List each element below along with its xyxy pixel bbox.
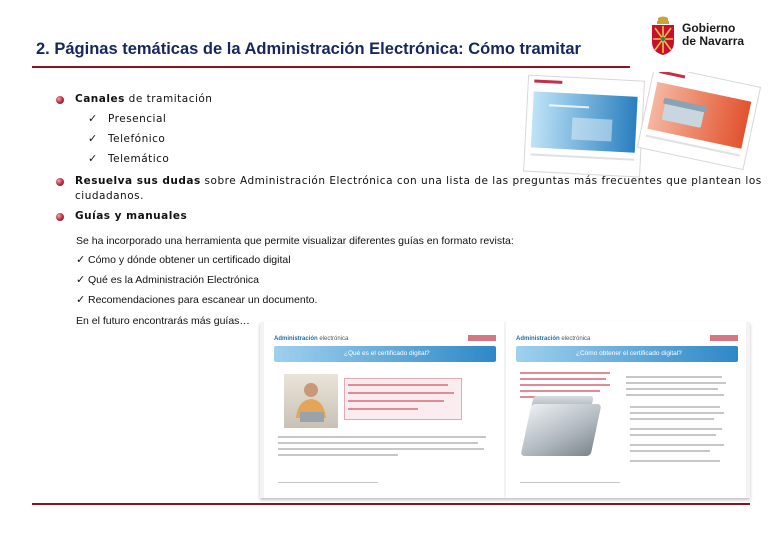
canales-heading: Canales de tramitación — [75, 93, 213, 105]
navarra-mini-logo — [710, 335, 738, 341]
check-icon: ✓ — [76, 293, 86, 306]
magazine-page-title: ¿Cómo obtener el certificado digital? — [576, 350, 682, 357]
person-laptop-photo — [284, 374, 338, 428]
resuelva-text: Resuelva sus dudas sobre Administración Electrónica con una lista de las preguntas más frecuentes que plantean los — [75, 175, 762, 187]
navarra-coat-of-arms-icon — [650, 16, 676, 56]
bullet-icon — [56, 213, 64, 221]
bullet-icon — [56, 178, 64, 186]
navarra-mini-logo — [468, 335, 496, 341]
check-icon: ✓ — [76, 273, 86, 286]
guia-link[interactable]: Cómo y dónde obtener un certificado digital — [88, 254, 291, 266]
check-icon: ✓ — [76, 253, 86, 266]
canales-item: Telefónico — [108, 133, 166, 145]
guias-future: En el futuro encontrarás más guías… — [76, 315, 250, 327]
footer-divider — [32, 503, 750, 505]
tramitacion-illustration — [512, 72, 762, 184]
magazine-preview[interactable] — [260, 322, 750, 498]
guias-intro: Se ha incorporado una herramienta que permite visualizar diferentes guías en formato revista: — [76, 235, 514, 247]
magazine-page-right — [506, 322, 746, 498]
logo-line-1: Gobierno — [682, 21, 736, 35]
gobierno-navarra-logo — [650, 16, 760, 60]
guias-heading: Guías y manuales — [75, 210, 188, 222]
check-icon: ✓ — [88, 152, 98, 165]
check-icon: ✓ — [88, 112, 98, 125]
bullet-icon — [56, 96, 64, 104]
magazine-brand: Administración electrónica — [274, 336, 349, 342]
guia-link[interactable]: Qué es la Administración Electrónica — [88, 274, 259, 286]
magazine-brand: Administración electrónica — [516, 336, 591, 342]
page-title: 2. Páginas temáticas de la Administración Electrónica: Cómo tramitar — [36, 40, 581, 58]
magazine-page-title: ¿Qué es el certificado digital? — [344, 350, 430, 357]
scanner-body — [520, 404, 601, 456]
magazine-page-left — [264, 322, 504, 498]
resuelva-text-line2: ciudadanos. — [75, 190, 144, 202]
title-divider — [32, 66, 630, 68]
canales-item: Presencial — [108, 113, 167, 125]
check-icon: ✓ — [88, 132, 98, 145]
guia-link[interactable]: Recomendaciones para escanear un documento. — [88, 294, 318, 306]
canales-item: Telemático — [108, 153, 170, 165]
logo-line-2: de Navarra — [682, 34, 745, 48]
